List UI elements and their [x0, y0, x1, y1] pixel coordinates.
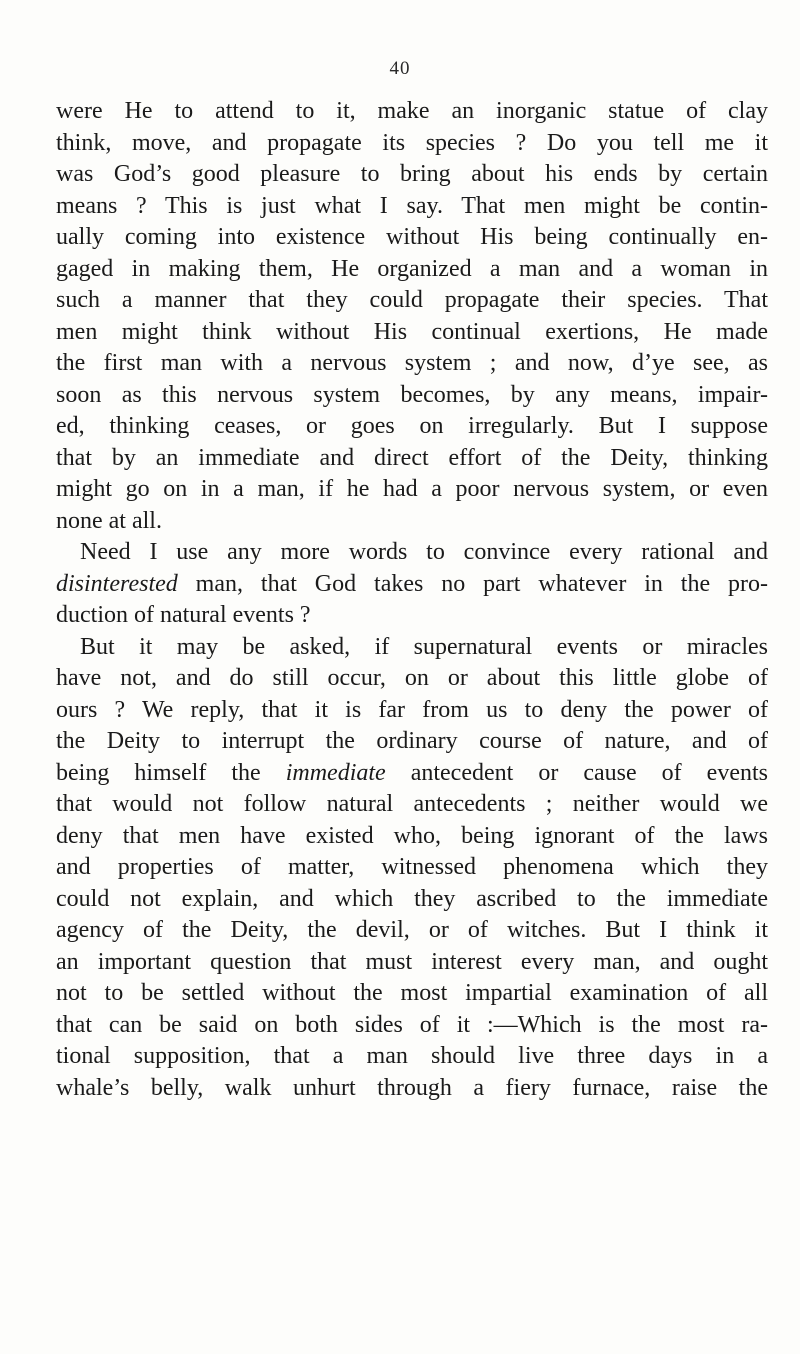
text-line: an important question that must interest every man, and ought	[56, 948, 768, 975]
text-line: might go on in a man, if he had a poor nervous system, or even	[56, 476, 768, 502]
text-line: that by an immediate and direct effort of the Deity, thinking	[56, 444, 768, 471]
text-line	[56, 569, 768, 601]
text-line: Need I use any more words to convince every rational and	[80, 539, 768, 565]
text-line: think, move, and propagate its species ? Do you tell me it	[56, 129, 768, 156]
text-line: gaged in making them, He organized a man and a woman in	[56, 255, 768, 282]
text-line: means ? This is just what I say. That men might be contin-	[56, 192, 768, 219]
text-line: was God’s good pleasure to bring about his ends by certain	[56, 161, 768, 187]
text-line: that would not follow natural antecedents ; neither would we	[56, 791, 768, 817]
text-line: ed, thinking ceases, or goes on irregularly. But I suppose	[56, 413, 768, 439]
text-line: ually coming into existence without His being continually en-	[56, 224, 768, 250]
text-line: agency of the Deity, the devil, or of witches. But I think it	[56, 917, 768, 943]
text-line: duction of natural events ?	[56, 602, 311, 628]
text-line	[56, 758, 768, 790]
text-line: deny that men have existed who, being ignorant of the laws	[56, 822, 768, 849]
text-line: have not, and do still occur, on or about this little globe of	[56, 665, 768, 691]
text-line: tional supposition, that a man should live three days in a	[56, 1043, 768, 1069]
text-line: the Deity to interrupt the ordinary course of nature, and of	[56, 728, 768, 754]
text-segment: being himself the	[56, 759, 286, 786]
text-line: But it may be asked, if supernatural events or miracles	[80, 633, 768, 660]
text-line: that can be said on both sides of it :—Which is the most ra-	[56, 1011, 768, 1038]
text-line: not to be settled without the most impartial examination of all	[56, 980, 768, 1006]
text-line: such a manner that they could propagate their species. That	[56, 287, 768, 313]
text-line: ours ? We reply, that it is far from us to deny the power of	[56, 696, 768, 723]
text-line: none at all.	[56, 507, 162, 534]
page-number: 40	[389, 58, 411, 79]
text-line: and properties of matter, witnessed phenomena which they	[56, 854, 768, 880]
text-line: soon as this nervous system becomes, by any means, impair-	[56, 381, 768, 408]
italic-emphasis: immediate	[285, 759, 386, 786]
italic-emphasis: disinterested	[56, 570, 178, 597]
text-line: men might think without His continual exertions, He made	[56, 318, 768, 345]
text-segment: man, that God takes no part whatever in the pro-	[177, 570, 768, 597]
text-segment: antecedent or cause of events	[385, 759, 768, 786]
text-line: the first man with a nervous system ; and now, d’ye see, as	[56, 350, 768, 376]
text-line: were He to attend to it, make an inorganic statue of clay	[56, 98, 768, 124]
body-text	[56, 96, 768, 1104]
text-line: could not explain, and which they ascribed to the immediate	[56, 885, 768, 912]
text-line: whale’s belly, walk unhurt through a fiery furnace, raise the	[56, 1074, 768, 1101]
